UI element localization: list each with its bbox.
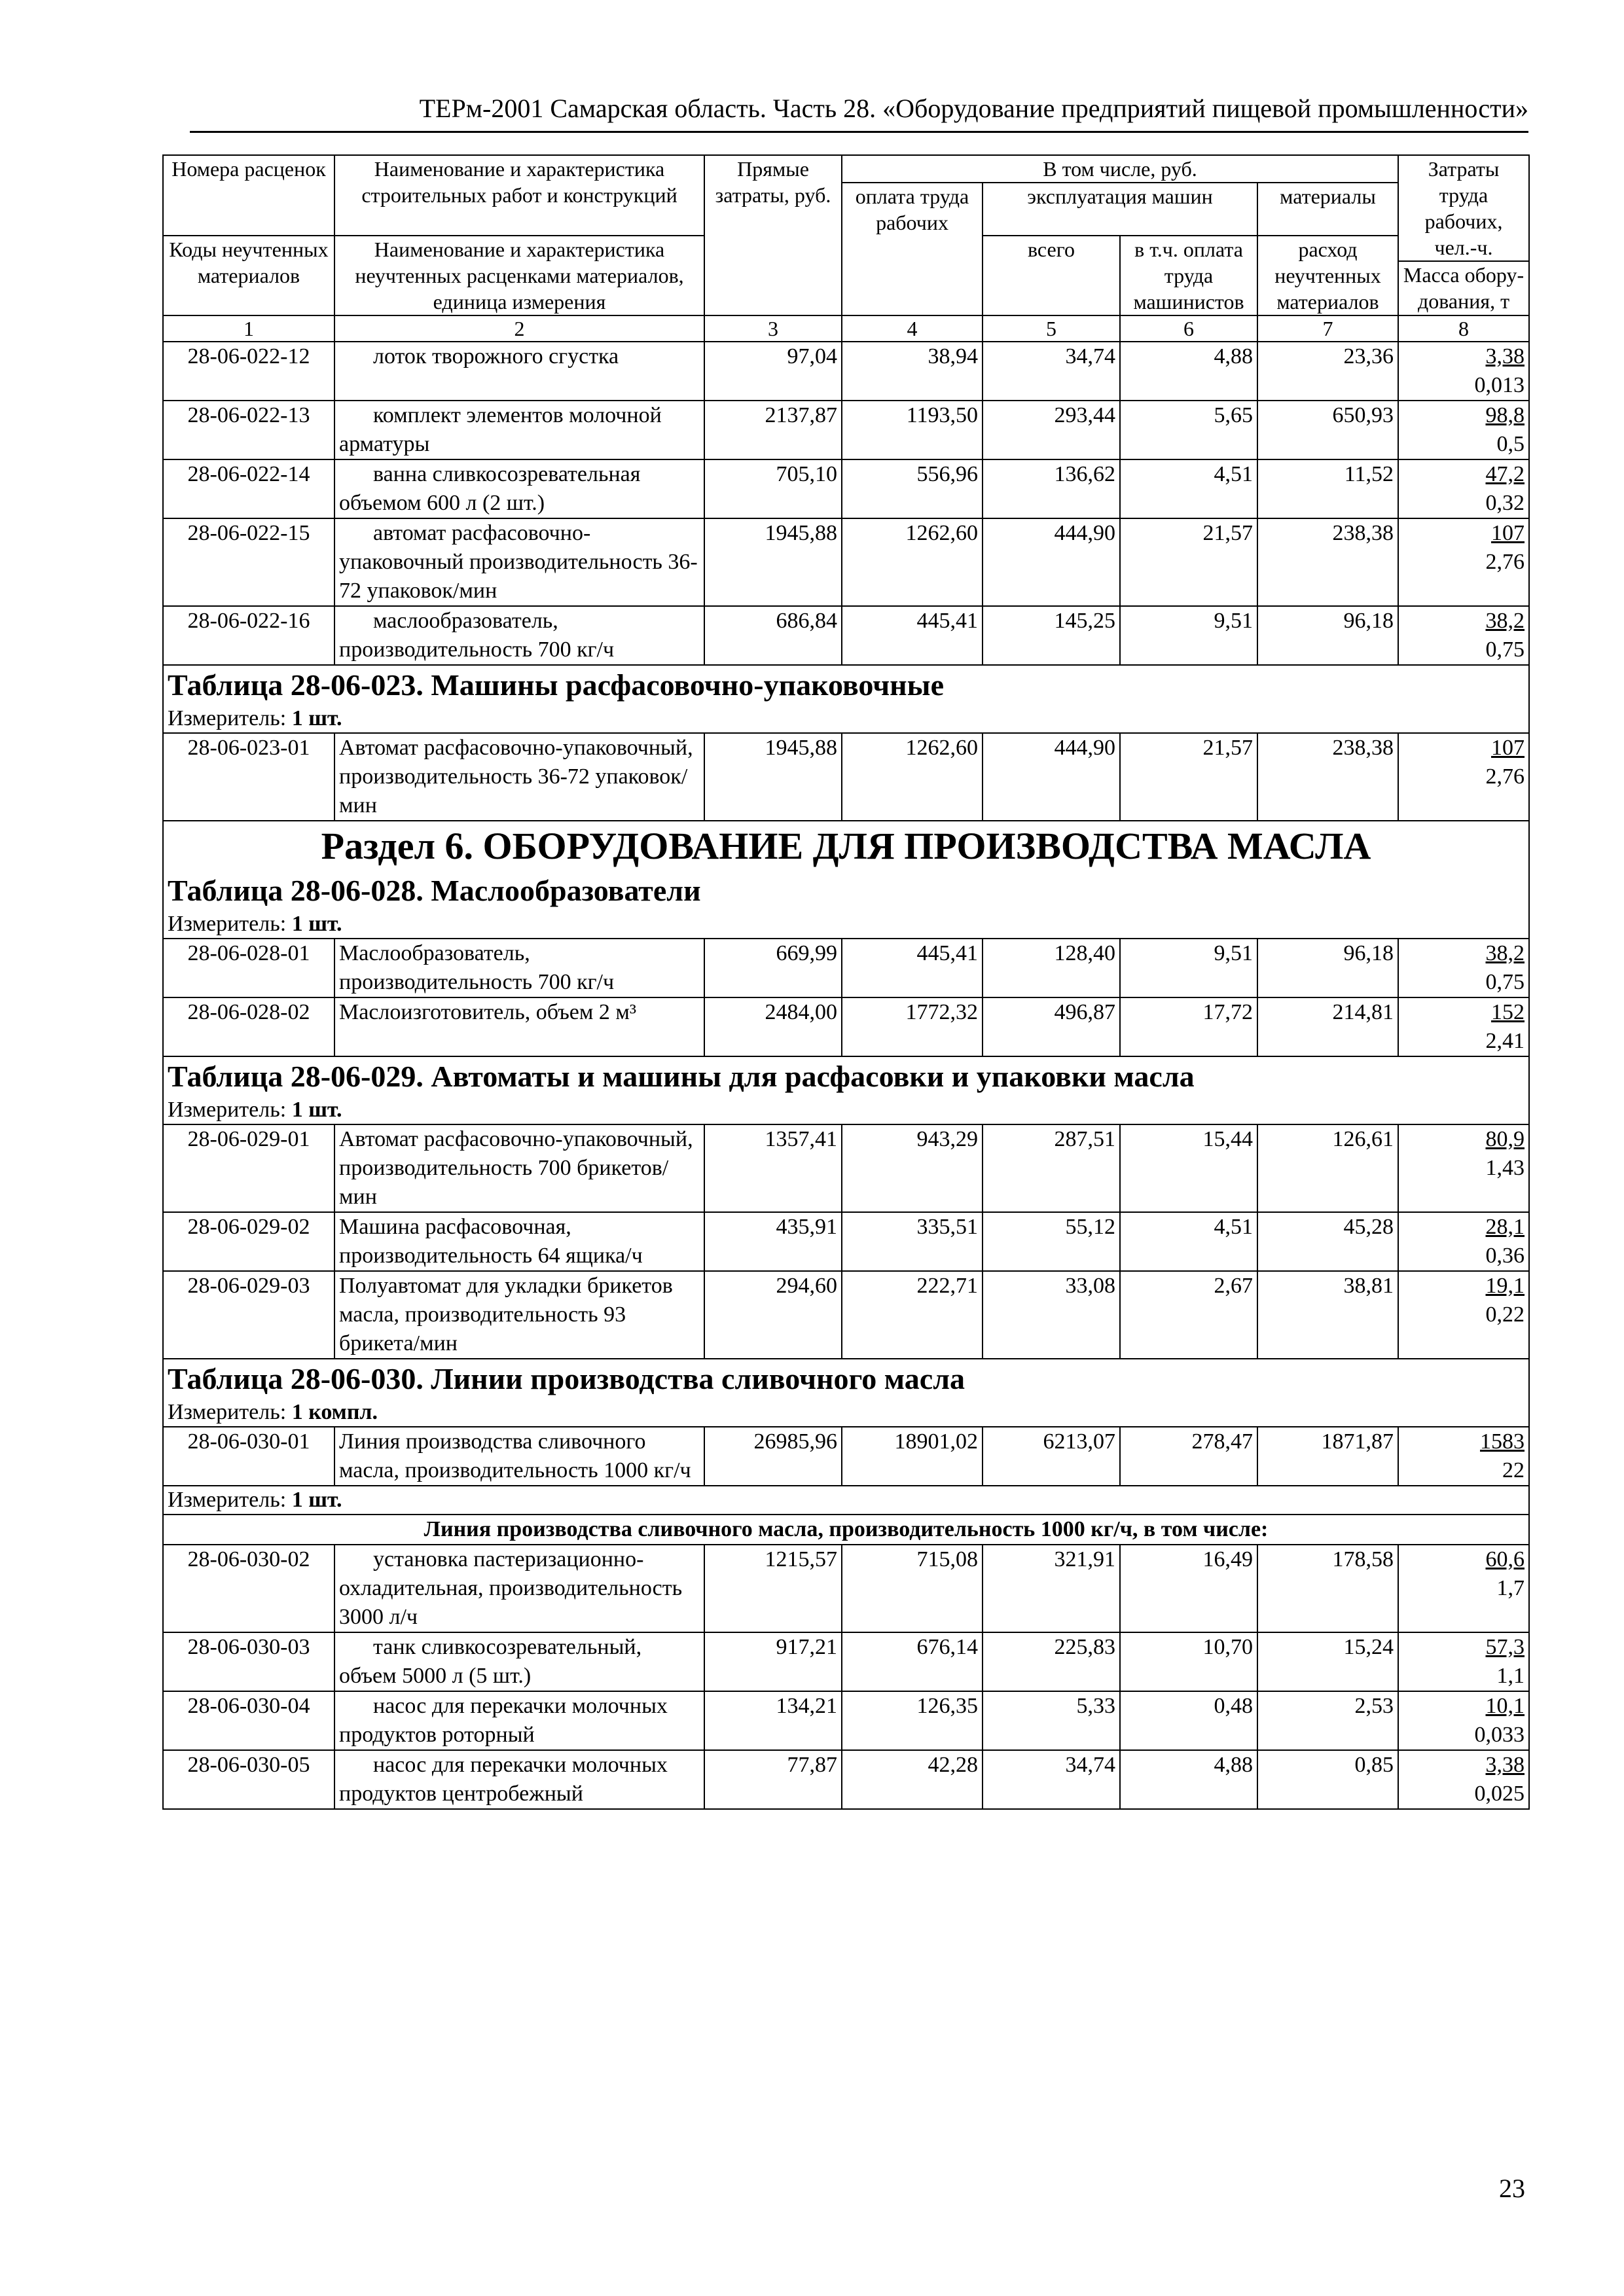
machinist-wages: 4,88 [1120,1750,1257,1809]
machinist-wages: 5,65 [1120,401,1257,459]
equipment-mass: 0,75 [1485,970,1525,994]
rate-name: маслообразователь, производительность 700 кг/ч [334,606,704,665]
rate-row [163,606,1529,665]
rate-code: 28-06-023-01 [163,733,334,821]
meter-030 [163,1399,1529,1427]
meter-value: 1 шт. [291,912,342,936]
machine-costs: 33,08 [983,1271,1120,1359]
labor-hours: 38,2 [1485,609,1525,633]
labor-and-mass [1398,733,1529,821]
machinist-wages: 10,70 [1120,1632,1257,1691]
rate-code: 28-06-022-14 [163,459,334,518]
rate-row [163,1691,1529,1750]
labor-and-mass [1398,1212,1529,1271]
rate-row [163,1545,1529,1632]
rate-name: Маслообразователь, производительность 700 кг/ч [334,939,704,997]
materials-costs: 45,28 [1257,1212,1398,1271]
col5-header: всего [983,236,1120,315]
meter-label: Измеритель: [168,706,287,730]
materials-costs: 650,93 [1257,401,1398,459]
meter-value: 1 шт. [291,1098,342,1122]
machine-costs: 136,62 [983,459,1120,518]
labor-and-mass [1398,1750,1529,1809]
machine-costs: 5,33 [983,1691,1120,1750]
labor-hours: 107 [1491,736,1525,760]
meter-label: Измеритель: [168,1488,287,1512]
col6-header: в т.ч. оплата труда машинистов [1120,236,1257,315]
direct-costs: 435,91 [704,1212,842,1271]
labor-hours: 152 [1491,1000,1525,1024]
table-title-023: Таблица 28-06-023. Машины расфасовочно-упаковочные [163,665,1529,705]
labor-hours: 47,2 [1485,462,1525,486]
worker-wages: 1772,32 [842,997,983,1056]
col1-top-header: Номера расценок [163,155,334,236]
materials-costs: 23,36 [1257,342,1398,401]
worker-wages: 445,41 [842,939,983,997]
equipment-mass: 0,025 [1474,1782,1525,1806]
machinist-wages: 9,51 [1120,939,1257,997]
rate-code: 28-06-030-04 [163,1691,334,1750]
column-number: 4 [842,315,983,342]
rate-row [163,1427,1529,1486]
page-number: 23 [1499,2174,1525,2203]
rate-name: ванна сливкосозревательная объемом 600 л (2 шт.) [334,459,704,518]
machinist-wages: 15,44 [1120,1124,1257,1212]
rate-name: лоток творожного сгустка [334,342,704,401]
rate-code: 28-06-029-01 [163,1124,334,1212]
labor-hours: 57,3 [1485,1635,1525,1659]
rate-name: Автомат расфасовочно-упаковочный, производительность 700 брикетов/мин [334,1124,704,1212]
labor-and-mass [1398,518,1529,606]
rate-row [163,939,1529,997]
meter-029 [163,1096,1529,1124]
running-title: ТЕРм-2001 Самарская область. Часть 28. «Оборудование предприятий пищевой промышленности» [419,94,1528,123]
meter-value: 1 компл. [291,1400,378,1424]
labor-and-mass [1398,1271,1529,1359]
machine-costs: 6213,07 [983,1427,1120,1486]
machinist-wages: 2,67 [1120,1271,1257,1359]
column-number: 8 [1398,315,1529,342]
rate-row [163,459,1529,518]
column-number: 3 [704,315,842,342]
meter-028 [163,910,1529,939]
rate-row [163,1271,1529,1359]
rate-name: установка пастеризационно-охладительная, производительность 3000 л/ч [334,1545,704,1632]
machinist-wages: 9,51 [1120,606,1257,665]
direct-costs: 294,60 [704,1271,842,1359]
worker-wages: 335,51 [842,1212,983,1271]
direct-costs: 1945,88 [704,733,842,821]
column-numbers-row [163,315,1529,342]
materials-costs: 11,52 [1257,459,1398,518]
worker-wages: 943,29 [842,1124,983,1212]
col8-top-header: Затраты труда рабочих, чел.-ч. [1398,155,1529,261]
direct-costs: 1357,41 [704,1124,842,1212]
col2-top-header: Наименование и характеристика строительных работ и конструкций [334,155,704,236]
rate-code: 28-06-030-01 [163,1427,334,1486]
equipment-mass: 0,22 [1485,1302,1525,1327]
labor-and-mass [1398,606,1529,665]
machine-costs: 55,12 [983,1212,1120,1271]
rate-name: танк сливкосозревательный, объем 5000 л (5 шт.) [334,1632,704,1691]
rate-name: Линия производства сливочного масла, производительность 1000 кг/ч [334,1427,704,1486]
materials-costs: 214,81 [1257,997,1398,1056]
labor-and-mass [1398,1124,1529,1212]
materials-costs: 2,53 [1257,1691,1398,1750]
rate-code: 28-06-022-15 [163,518,334,606]
machines-header: эксплуатация машин [983,183,1257,236]
direct-costs: 686,84 [704,606,842,665]
rate-name: Полуавтомат для укладки брикетов масла, производительность 93 брикета/мин [334,1271,704,1359]
rate-row [163,518,1529,606]
machinist-wages: 16,49 [1120,1545,1257,1632]
materials-costs: 0,85 [1257,1750,1398,1809]
machinist-wages: 4,51 [1120,1212,1257,1271]
rate-code: 28-06-029-02 [163,1212,334,1271]
col3-header: Прямые затраты, руб. [704,155,842,315]
meter-023 [163,705,1529,733]
equipment-mass: 0,75 [1485,637,1525,662]
labor-and-mass [1398,401,1529,459]
col8-bottom-header: Масса обору-дования, т [1398,261,1529,315]
direct-costs: 2484,00 [704,997,842,1056]
machinist-wages: 21,57 [1120,518,1257,606]
materials-costs: 96,18 [1257,606,1398,665]
rate-row [163,342,1529,401]
equipment-mass: 0,013 [1474,373,1525,397]
worker-wages: 676,14 [842,1632,983,1691]
labor-and-mass [1398,1632,1529,1691]
labor-and-mass [1398,1545,1529,1632]
rate-row [163,1212,1529,1271]
materials-costs: 238,38 [1257,733,1398,821]
rate-name: комплект элементов молочной арматуры [334,401,704,459]
labor-hours: 1583 [1480,1429,1525,1454]
labor-and-mass [1398,1427,1529,1486]
worker-wages: 1193,50 [842,401,983,459]
column-number: 2 [334,315,704,342]
materials-costs: 178,58 [1257,1545,1398,1632]
machinist-wages: 21,57 [1120,733,1257,821]
machinist-wages: 278,47 [1120,1427,1257,1486]
direct-costs: 26985,96 [704,1427,842,1486]
machine-costs: 225,83 [983,1632,1120,1691]
column-number: 6 [1120,315,1257,342]
worker-wages: 222,71 [842,1271,983,1359]
worker-wages: 1262,60 [842,733,983,821]
labor-and-mass [1398,342,1529,401]
rates-table [162,154,1530,1810]
rate-row [163,1750,1529,1809]
rate-name: насос для перекачки молочных продуктов центробежный [334,1750,704,1809]
machine-costs: 444,90 [983,733,1120,821]
materials-costs: 126,61 [1257,1124,1398,1212]
machine-costs: 321,91 [983,1545,1120,1632]
column-number: 1 [163,315,334,342]
equipment-mass: 0,5 [1496,432,1525,456]
labor-hours: 19,1 [1485,1274,1525,1298]
equipment-mass: 0,36 [1485,1244,1525,1268]
equipment-mass: 0,033 [1474,1723,1525,1747]
equipment-mass: 2,76 [1485,764,1525,789]
rate-name: автомат расфасовочно-упаковочный производительность 36-72 упаковок/мин [334,518,704,606]
equipment-mass: 0,32 [1485,491,1525,515]
direct-costs: 669,99 [704,939,842,997]
machinist-wages: 0,48 [1120,1691,1257,1750]
machine-costs: 34,74 [983,342,1120,401]
materials-costs: 96,18 [1257,939,1398,997]
rate-name: Маслоизготовитель, объем 2 м³ [334,997,704,1056]
included-header: В том числе, руб. [842,155,1398,183]
labor-and-mass [1398,1691,1529,1750]
rate-row [163,733,1529,821]
materials-costs: 15,24 [1257,1632,1398,1691]
rate-name: Машина расфасовочная, производительность 64 ящика/ч [334,1212,704,1271]
worker-wages: 18901,02 [842,1427,983,1486]
machine-costs: 293,44 [983,401,1120,459]
direct-costs: 1215,57 [704,1545,842,1632]
meter-label: Измеритель: [168,1098,287,1122]
direct-costs: 917,21 [704,1632,842,1691]
materials-header: материалы [1257,183,1398,236]
col7-header: расход неучтенных материалов [1257,236,1398,315]
machine-costs: 496,87 [983,997,1120,1056]
labor-hours: 28,1 [1485,1215,1525,1239]
table-title-028: Таблица 28-06-028. Маслообразователи [163,871,1529,910]
col4-header: оплата труда рабочих [842,183,983,315]
section-6-title: Раздел 6. ОБОРУДОВАНИЕ ДЛЯ ПРОИЗВОДСТВА МАСЛА [163,821,1529,871]
rate-name: насос для перекачки молочных продуктов роторный [334,1691,704,1750]
rate-code: 28-06-022-13 [163,401,334,459]
meter-label: Измеритель: [168,912,287,936]
col2-bottom-header: Наименование и характеристика неучтенных расценками материалов, единица измерения [334,236,704,315]
equipment-mass: 2,41 [1485,1029,1525,1053]
rate-row [163,401,1529,459]
meter-value: 1 шт. [291,706,342,730]
rate-code: 28-06-030-05 [163,1750,334,1809]
rate-code: 28-06-022-12 [163,342,334,401]
equipment-mass: 1,43 [1485,1156,1525,1180]
equipment-mass: 1,1 [1496,1664,1525,1688]
materials-costs: 1871,87 [1257,1427,1398,1486]
direct-costs: 77,87 [704,1750,842,1809]
rate-code: 28-06-028-01 [163,939,334,997]
worker-wages: 445,41 [842,606,983,665]
rate-code: 28-06-030-02 [163,1545,334,1632]
equipment-mass: 2,76 [1485,550,1525,574]
rate-row [163,1124,1529,1212]
labor-hours: 60,6 [1485,1547,1525,1571]
labor-hours: 10,1 [1485,1694,1525,1718]
machinist-wages: 17,72 [1120,997,1257,1056]
machinist-wages: 4,51 [1120,459,1257,518]
labor-hours: 107 [1491,521,1525,545]
materials-costs: 238,38 [1257,518,1398,606]
meter-label: Измеритель: [168,1400,287,1424]
column-number: 7 [1257,315,1398,342]
worker-wages: 38,94 [842,342,983,401]
rate-name: Автомат расфасовочно-упаковочный, производительность 36-72 упаковок/мин [334,733,704,821]
machine-costs: 34,74 [983,1750,1120,1809]
materials-costs: 38,81 [1257,1271,1398,1359]
table-title-030: Таблица 28-06-030. Линии производства сливочного масла [163,1359,1529,1399]
worker-wages: 1262,60 [842,518,983,606]
meter-030-second [163,1486,1529,1515]
rate-code: 28-06-030-03 [163,1632,334,1691]
meter-value: 1 шт. [291,1488,342,1512]
column-number: 5 [983,315,1120,342]
equipment-mass: 22 [1502,1458,1525,1482]
included-items-title: Линия производства сливочного масла, производительность 1000 кг/ч, в том числе: [163,1515,1529,1545]
col1-bottom-header: Коды неучтенных материалов [163,236,334,315]
rate-row [163,997,1529,1056]
machine-costs: 128,40 [983,939,1120,997]
rate-row [163,1632,1529,1691]
table-title-029: Таблица 28-06-029. Автоматы и машины для расфасовки и упаковки масла [163,1056,1529,1096]
rate-code: 28-06-022-16 [163,606,334,665]
direct-costs: 2137,87 [704,401,842,459]
labor-hours: 3,38 [1485,1753,1525,1777]
machinist-wages: 4,88 [1120,342,1257,401]
machine-costs: 444,90 [983,518,1120,606]
direct-costs: 1945,88 [704,518,842,606]
labor-hours: 3,38 [1485,344,1525,368]
rate-code: 28-06-029-03 [163,1271,334,1359]
worker-wages: 126,35 [842,1691,983,1750]
labor-hours: 38,2 [1485,941,1525,965]
worker-wages: 42,28 [842,1750,983,1809]
labor-and-mass [1398,459,1529,518]
labor-and-mass [1398,997,1529,1056]
header-row-1 [163,155,1529,183]
machine-costs: 287,51 [983,1124,1120,1212]
rate-code: 28-06-028-02 [163,997,334,1056]
labor-and-mass [1398,939,1529,997]
header-rule [190,131,1528,133]
direct-costs: 705,10 [704,459,842,518]
equipment-mass: 1,7 [1496,1576,1525,1600]
labor-hours: 80,9 [1485,1127,1525,1151]
direct-costs: 134,21 [704,1691,842,1750]
labor-hours: 98,8 [1485,403,1525,427]
direct-costs: 97,04 [704,342,842,401]
machine-costs: 145,25 [983,606,1120,665]
worker-wages: 715,08 [842,1545,983,1632]
worker-wages: 556,96 [842,459,983,518]
